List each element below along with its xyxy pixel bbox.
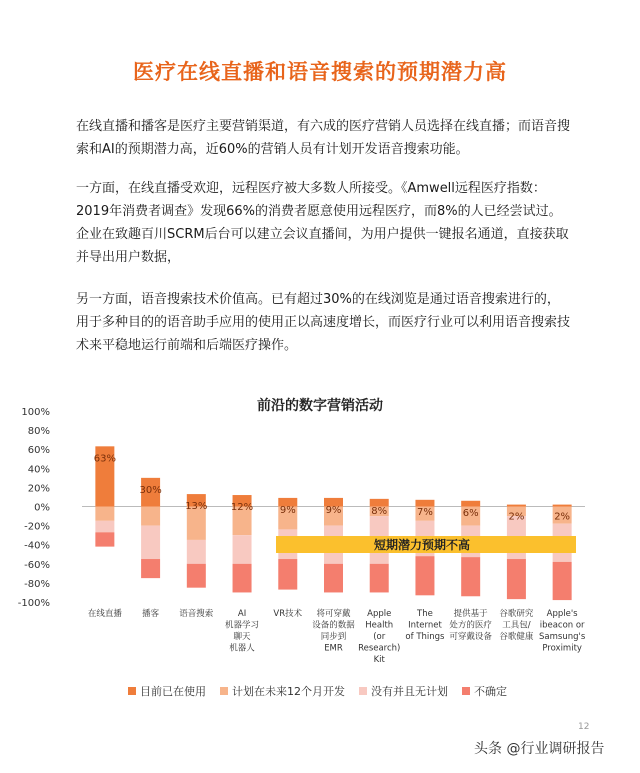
paragraph-1: 在线直播和播客是医疗主要营销渠道，有六成的医疗营销人员选择在线直播；而语音搜索和AI的预期潜力高，近60%的营销人员有计划开发语音搜索功能。 bbox=[76, 119, 571, 157]
data-label: 9% bbox=[279, 504, 296, 516]
bar-unsure bbox=[278, 559, 297, 590]
legend-label: 目前已在使用 bbox=[140, 685, 206, 698]
bar-no-plan bbox=[233, 535, 252, 564]
category-label: AI 机器学习聊天机器人 bbox=[225, 609, 260, 654]
category-label: 语音搜索 bbox=[179, 609, 214, 619]
bar-unsure bbox=[233, 564, 252, 593]
legend-item bbox=[359, 683, 448, 699]
category-label: 提供基于处方的医疗可穿戴设备 bbox=[449, 609, 492, 642]
data-label: 7% bbox=[417, 506, 433, 518]
bar-unsure bbox=[370, 564, 389, 593]
chart-legend bbox=[128, 683, 507, 699]
category-label: 在线直播 bbox=[87, 609, 122, 619]
legend-item bbox=[462, 683, 507, 699]
page-title: 医疗在线直播和语音搜索的预期潜力高 bbox=[133, 60, 507, 84]
legend-label: 没有并且无计划 bbox=[371, 685, 448, 698]
category-label: 谷歌研究工具包/谷歌健康 bbox=[499, 609, 534, 642]
y-tick-label: 20% bbox=[27, 483, 50, 495]
data-label: 63% bbox=[93, 453, 116, 465]
data-label: 30% bbox=[139, 484, 162, 496]
bar-planned bbox=[141, 507, 160, 526]
paragraph-3: 另一方面，语音搜索技术价值高。已有超过30%的在线浏览是通过语音搜索进行的，用于多种目的的语音助手应用的使用正以高速度增长，而医疗行业可以利用语音搜索技术来平稳地运行前端和后端医疗操作。 bbox=[76, 292, 571, 353]
y-tick-label: -80% bbox=[24, 578, 50, 590]
y-tick-label: 60% bbox=[27, 445, 50, 457]
bar-unsure bbox=[553, 562, 572, 600]
page-number: 12 bbox=[578, 722, 590, 732]
bar-current-use bbox=[553, 505, 572, 507]
data-label: 2% bbox=[554, 511, 571, 523]
legend-swatch bbox=[128, 687, 136, 695]
y-tick-label: 80% bbox=[27, 426, 50, 438]
legend-swatch bbox=[462, 687, 470, 695]
data-label: 6% bbox=[462, 507, 479, 519]
chart-title: 前沿的数字营销活动 bbox=[257, 398, 383, 414]
y-tick-label: -100% bbox=[17, 598, 50, 609]
bar-unsure bbox=[141, 559, 160, 578]
category-label: 将可穿戴设备的数据同步到 EMR bbox=[312, 609, 355, 654]
data-label: 8% bbox=[371, 505, 388, 517]
legend-swatch bbox=[359, 687, 367, 695]
y-tick-label: -20% bbox=[24, 521, 50, 533]
bar-unsure bbox=[187, 564, 206, 588]
bar-unsure bbox=[507, 559, 526, 599]
y-tick-label: -40% bbox=[24, 540, 50, 552]
legend-label: 计划在未来12个月开发 bbox=[232, 685, 345, 698]
legend-item bbox=[220, 683, 345, 699]
bar-no-plan bbox=[187, 540, 206, 564]
bar-current-use bbox=[507, 505, 526, 507]
category-label: VR技术 bbox=[273, 609, 303, 619]
category-label: Apple Health (or Research) Kit bbox=[358, 609, 401, 665]
bar-no-plan bbox=[141, 526, 160, 559]
y-tick-label: 100% bbox=[21, 407, 50, 418]
legend-label: 不确定 bbox=[474, 685, 507, 698]
legend-swatch bbox=[220, 687, 228, 695]
data-label: 9% bbox=[325, 504, 342, 516]
category-label: 播客 bbox=[142, 609, 160, 619]
annotation-label: 短期潜力预期不高 bbox=[373, 538, 471, 552]
bar-unsure bbox=[324, 564, 343, 593]
bar-current-use bbox=[415, 500, 434, 507]
bar-unsure bbox=[461, 557, 480, 596]
category-label: The Internet of Things bbox=[405, 609, 445, 642]
paragraph-2: 一方面，在线直播受欢迎，远程医疗被大多数人所接受。《Amwell远程医疗指数：2019年消费者调查》发现66%的消费者愿意使用远程医疗，而8%的人已经尝试过。企业在致趣百川SCRM后台可以建立会议直播间，为用户提供一键报名通道，直接获取并导出用户数据， bbox=[76, 181, 569, 265]
bar-unsure bbox=[415, 556, 434, 595]
data-label: 13% bbox=[185, 501, 208, 513]
data-label: 12% bbox=[230, 502, 254, 514]
category-label: Apple's ibeacon or Samsung's Proximity bbox=[539, 609, 586, 654]
bar-no-plan bbox=[95, 521, 114, 532]
data-label: 2% bbox=[508, 511, 525, 523]
bar-unsure bbox=[95, 532, 114, 546]
bar-current-use bbox=[461, 501, 480, 507]
bar-planned bbox=[95, 507, 114, 521]
y-tick-label: -60% bbox=[24, 559, 50, 571]
legend-item bbox=[128, 683, 206, 699]
watermark: 头条 @行业调研报告 bbox=[474, 741, 605, 757]
y-tick-label: 40% bbox=[27, 464, 50, 476]
y-tick-label: 0% bbox=[34, 502, 50, 514]
